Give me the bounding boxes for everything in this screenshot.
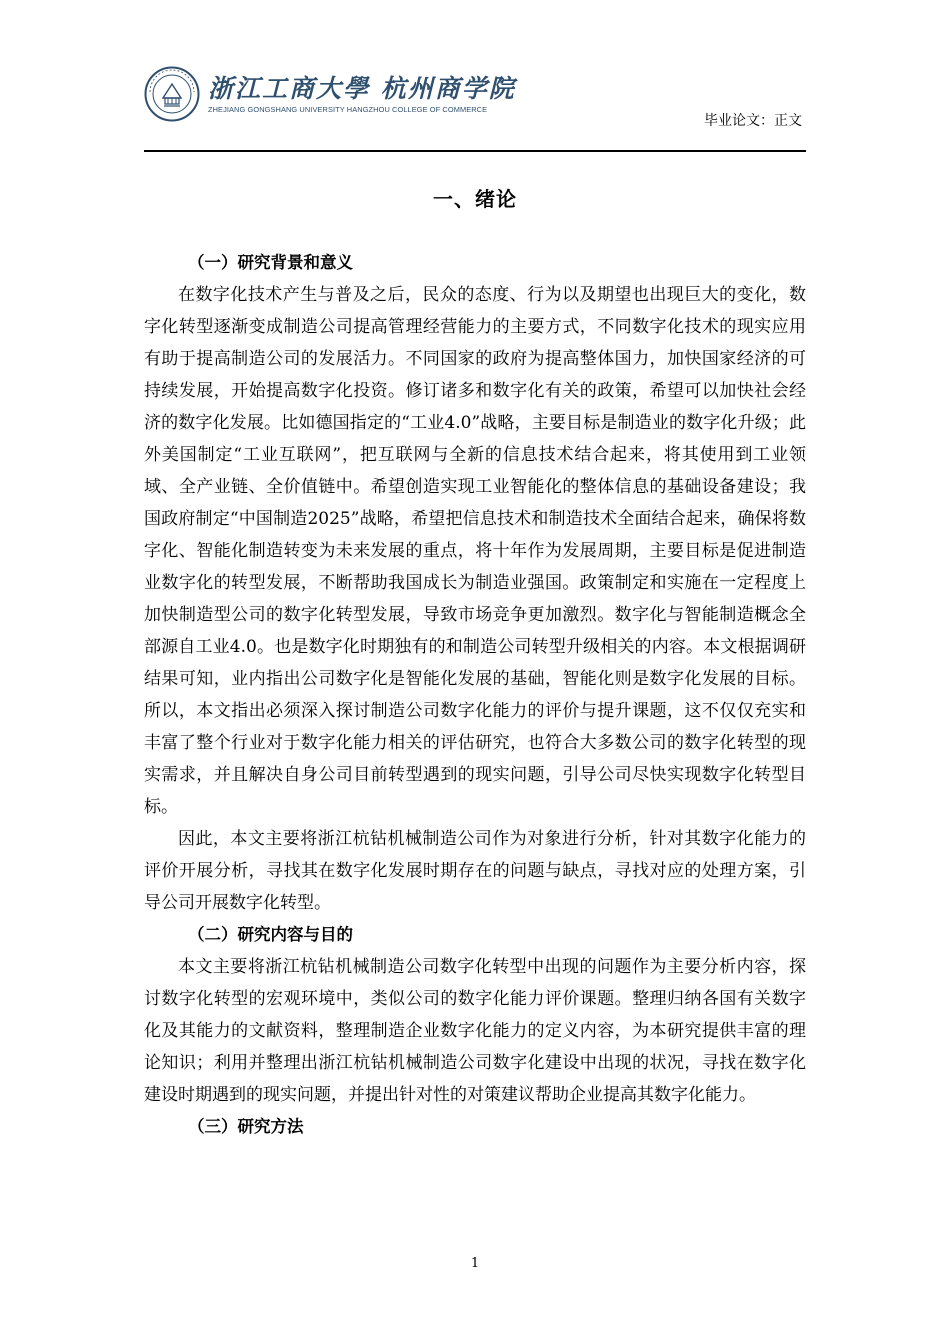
section-methods bbox=[144, 1111, 806, 1143]
paragraph: 在数字化技术产生与普及之后，民众的态度、行为以及期望也出现巨大的变化，数字化转型逐渐变成制造公司提高管理经营能力的主要方式，不同数字化技术的现实应用有助于提高制造公司的发展活力。不同国家的政府为提高整体国力，加快国家经济的可持续发展，开始提高数字化投资。修订诸多和数字化有关的政策，希望可以加快社会经济的数字化发展。比如德国指定的“工业4.0”战略，主要目标是制造业的数字化升级；此外美国制定“工业互联网”，把互联网与全新的信息技术结合起来，将其使用到工业领域、全产业链、全价值链中。希望创造实现工业智能化的整体信息的基础设备建设；我国政府制定“中国制造2025”战略，希望把信息技术和制造技术全面结合起来，确保将数字化、智能化制造转变为未来发展的重点，将十年作为发展周期，主要目标是促进制造业数字化的转型发展，不断帮助我国成长为制造业强国。政策制定和实施在一定程度上加快制造型公司的数字化转型发展，导致市场竞争更加激烈。数字化与智能制造概念全部源自工业4.0。也是数字化时期独有的和制造公司转型升级相关的内容。本文根据调研结果可知，业内指出公司数字化是智能化发展的基础，智能化则是数字化发展的目标。所以，本文指出必须深入探讨制造公司数字化能力的评价与提升课题，这不仅仅充实和丰富了整个行业对于数字化能力相关的评估研究，也符合大多数公司的数字化转型的现实需求，并且解决自身公司目前转型遇到的现实问题，引导公司尽快实现数字化转型目标。 bbox=[144, 285, 806, 817]
logo-chinese-name: 浙江工商大學 杭州商学院 bbox=[208, 73, 516, 103]
chapter-title: 一、绪论 bbox=[433, 187, 517, 211]
paragraph: 本文主要将浙江杭钻机械制造公司数字化转型中出现的问题作为主要分析内容，探讨数字化转型的宏观环境中，类似公司的数字化能力评价课题。整理归纳各国有关数字化及其能力的文献资料，整理制造企业数字化能力的定义内容，为本研究提供丰富的理论知识；利用并整理出浙江杭钻机械制造公司数字化建设中出现的状况，寻找在数字化建设时期遇到的现实问题，并提出针对性的对策建议帮助企业提高其数字化能力。 bbox=[144, 957, 806, 1105]
header-divider bbox=[144, 150, 806, 152]
page-header bbox=[144, 66, 806, 152]
logo-english-name: ZHEJIANG GONGSHANG UNIVERSITY HANGZHOU COLLEGE OF COMMERCE bbox=[208, 104, 488, 114]
section-heading: （三）研究方法 bbox=[188, 1117, 304, 1136]
section-heading: （一）研究背景和意义 bbox=[188, 253, 353, 272]
body-content bbox=[144, 247, 806, 1143]
section-background bbox=[144, 247, 806, 919]
page-number: 1 bbox=[470, 1256, 480, 1271]
university-seal-icon bbox=[144, 66, 200, 122]
section-heading: （二）研究内容与目的 bbox=[188, 925, 353, 944]
paragraph: 因此，本文主要将浙江杭钻机械制造公司作为对象进行分析，针对其数字化能力的评价开展分析，寻找其在数字化发展时期存在的问题与缺点，寻找对应的处理方案，引导公司开展数字化转型。 bbox=[144, 829, 806, 913]
section-content-purpose bbox=[144, 919, 806, 1111]
university-logo bbox=[144, 66, 516, 122]
header-section-label: 毕业论文：正文 bbox=[704, 113, 802, 129]
